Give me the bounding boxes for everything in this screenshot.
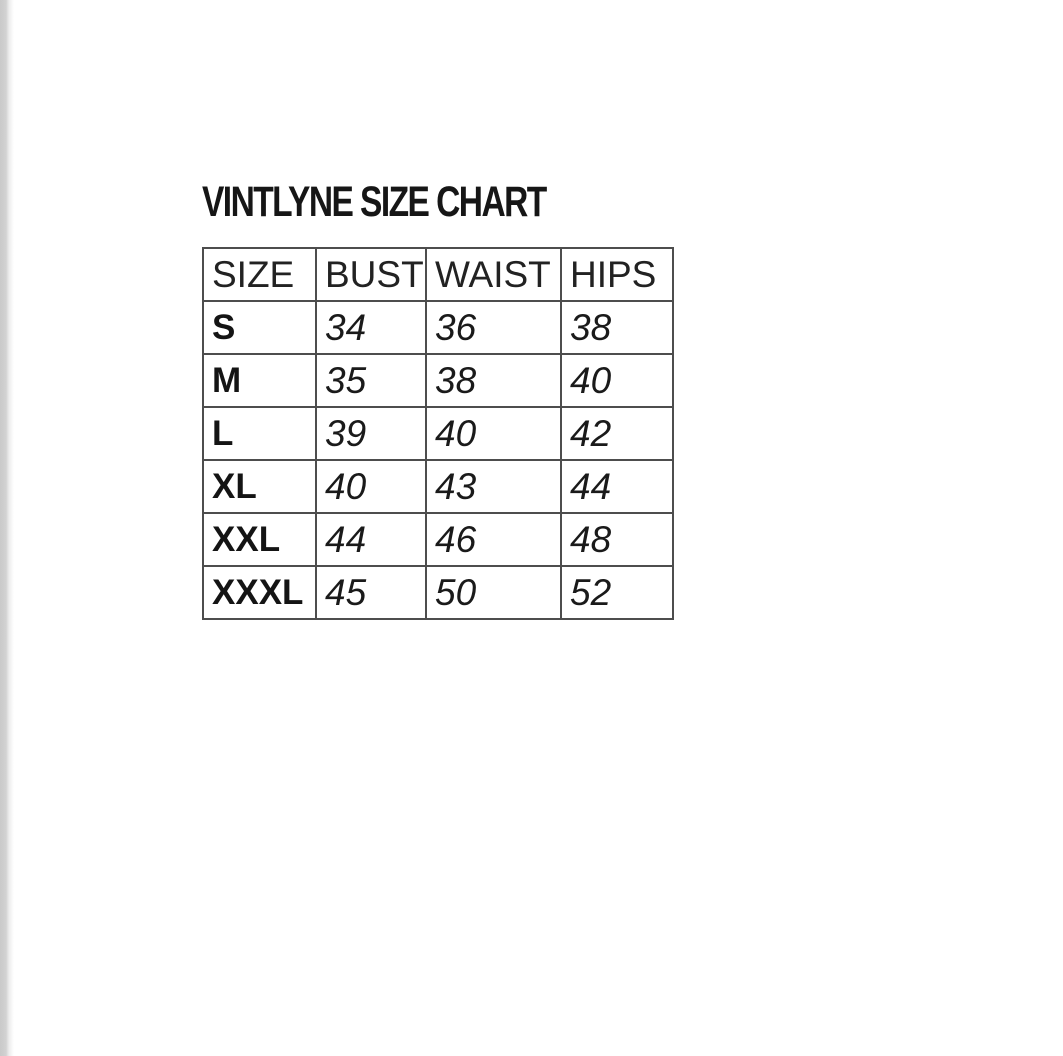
bust-cell: 34 <box>316 301 426 354</box>
size-cell: XL <box>203 460 316 513</box>
table-row <box>203 354 673 407</box>
header-size: SIZE <box>203 248 316 301</box>
bust-cell: 44 <box>316 513 426 566</box>
bust-cell: 40 <box>316 460 426 513</box>
table-row <box>203 566 673 619</box>
page-left-edge-shadow <box>0 0 14 1056</box>
hips-cell: 48 <box>561 513 673 566</box>
waist-cell: 43 <box>426 460 561 513</box>
table-row <box>203 513 673 566</box>
bust-cell: 39 <box>316 407 426 460</box>
size-cell: XXL <box>203 513 316 566</box>
size-cell: L <box>203 407 316 460</box>
waist-cell: 40 <box>426 407 561 460</box>
table-row <box>203 460 673 513</box>
header-waist: WAIST <box>426 248 561 301</box>
size-cell: M <box>203 354 316 407</box>
hips-cell: 40 <box>561 354 673 407</box>
hips-cell: 44 <box>561 460 673 513</box>
size-cell: XXXL <box>203 566 316 619</box>
table-row <box>203 301 673 354</box>
header-bust: BUST <box>316 248 426 301</box>
bust-cell: 45 <box>316 566 426 619</box>
size-chart-table <box>202 247 674 620</box>
header-hips: HIPS <box>561 248 673 301</box>
waist-cell: 46 <box>426 513 561 566</box>
hips-cell: 38 <box>561 301 673 354</box>
bust-cell: 35 <box>316 354 426 407</box>
hips-cell: 52 <box>561 566 673 619</box>
hips-cell: 42 <box>561 407 673 460</box>
table-row <box>203 407 673 460</box>
waist-cell: 36 <box>426 301 561 354</box>
waist-cell: 38 <box>426 354 561 407</box>
page-title: VINTLYNE SIZE CHART <box>202 178 546 226</box>
size-cell: S <box>203 301 316 354</box>
waist-cell: 50 <box>426 566 561 619</box>
table-header-row <box>203 248 673 301</box>
